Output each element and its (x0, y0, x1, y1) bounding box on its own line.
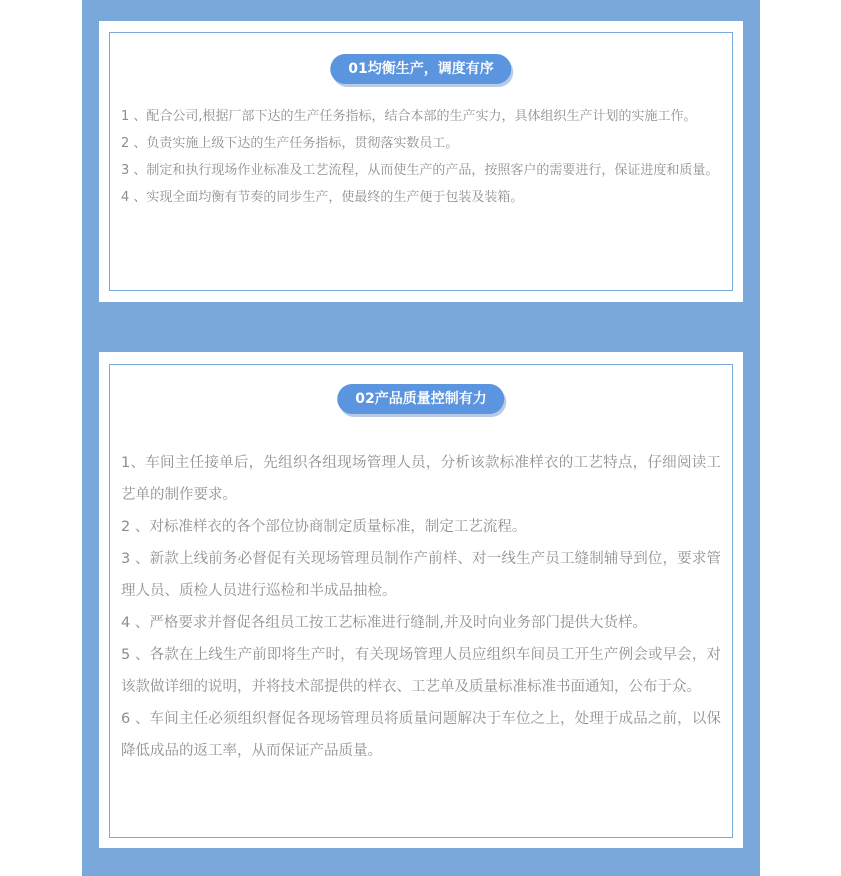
section-title-badge: 01均衡生产，调度有序 (330, 54, 511, 84)
list-item: 2 、对标准样衣的各个部位协商制定质量标准，制定工艺流程。 (121, 519, 527, 535)
list-item: 5 、各款在上线生产前即将生产时，有关现场管理人员应组织车间员工开生产例会或早会，对该款做详细的说明，并将技术部提供的样衣、工艺单及质量标准标准书面通知，公布于众。 (121, 647, 721, 695)
list-item: 6 、车间主任必须组织督促各现场管理员将质量问题解决于车位之上，处理于成品之前，以保降低成品的返工率，从而保证产品质量。 (121, 711, 721, 759)
card-border-frame (109, 32, 733, 291)
card-border-frame (109, 364, 733, 838)
list-item: 4 、实现全面均衡有节奏的同步生产，使最终的生产便于包装及装箱。 (121, 190, 524, 205)
section-title-badge: 02产品质量控制有力 (337, 384, 504, 414)
list-item: 3 、制定和执行现场作业标准及工艺流程，从而使生产的产品，按照客户的需要进行，保证进度和质量。 (121, 163, 719, 178)
section-card-balanced-production (99, 21, 743, 302)
list-item: 3 、新款上线前务必督促有关现场管理员制作产前样、对一线生产员工缝制辅导到位，要求管理人员、质检人员进行巡检和半成品抽检。 (121, 551, 721, 599)
list-item: 4 、严格要求并督促各组员工按工艺标准进行缝制,并及时向业务部门提供大货样。 (121, 615, 647, 631)
list-item: 2 、负责实施上级下达的生产任务指标，贯彻落实数员工。 (121, 136, 459, 151)
list-item: 1、车间主任接单后，先组织各组现场管理人员，分析该款标准样衣的工艺特点，仔细阅读工艺单的制作要求。 (121, 455, 721, 503)
section-item-list (121, 103, 721, 211)
list-item: 1 、配合公司,根据厂部下达的生产任务指标，结合本部的生产实力，具体组织生产计划的实施工作。 (121, 109, 697, 124)
section-card-quality-control (99, 352, 743, 848)
section-item-list (121, 447, 721, 767)
